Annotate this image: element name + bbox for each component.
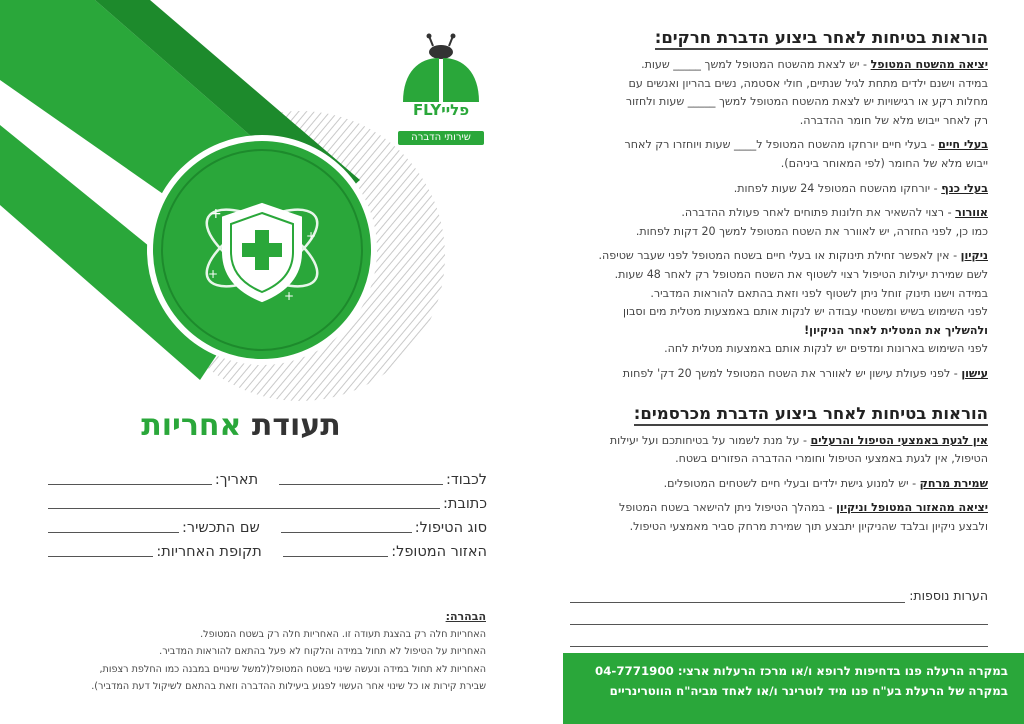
address-label: כתובת: <box>443 496 487 512</box>
notes-label: הערות נוספות: <box>909 588 988 603</box>
crawling-pets-paragraph: בעלי חיים - בעלי חיים יורחקו מהשטח המטופל ל____ שעות ויוחזרו רק לאחר ייבוש מלא של החומר (לפי המאוחר ביניהם). <box>624 138 988 170</box>
crawling-cleaning-paragraph: ניקיון - אין לאפשר זחילת תינוקות או בעלי חיים בשטח המטופל לפני שעבר שטיפה. לשם שמירת יעילות הטיפול רצוי לשטוף את השטח המטופל רק לאחר 48 שעות. במידה וישנו תינוק זוחל ניתן לשטוף לפני וזאת בהתאם להוראות המדביר. לפני השימוש בשיש ומשטחי עבודה יש לנקות אותם באמצעות מטלית מים וסבון ולהשליך את המטלית לאחר הניקיון! לפני השימוש בארונות ומדפים יש לנקות אותם באמצעות מטלית לחה. <box>598 249 988 356</box>
address-field[interactable] <box>48 494 440 509</box>
warranty-period-label: תקופת האחריות: <box>156 544 262 560</box>
rodents-exit-paragraph: יציאה מהאזור המטופל וניקיון - במהלך הטיפול ניתן להישאר בשטח המטופל ולבצע ניקיון ובלבד שהניקיון יתבצע תוך שמירת מרחק סביר מאמצעי הטיפול. <box>619 501 988 533</box>
emergency-line-2: במקרה של הרעלת בע"ח פנו מיד לוטרינר ו/או לאחד מביה"ח הווטרינריים <box>609 684 1008 698</box>
sparkle-icon: + <box>210 206 222 222</box>
form-row-treatment <box>45 514 487 536</box>
rodents-touch-paragraph: אין לגעת באמצעי הטיפול והרעלים - על מנת לשמור על בטיחותכם ועל יעילות הטיפול, אין לגעת באמצעי הטיפול וחומרי ההדברה הפזורים בשטח. <box>609 433 988 466</box>
form-row-to-date <box>45 466 487 488</box>
to-label: לכבוד: <box>445 472 487 488</box>
crawling-ventilation-paragraph: אוורור - רצוי להשאיר את חלונות פתוחים לאחר פעולת ההדברה. כמו כן, לפני החזרה, יש לאוורר את השטח המטופל למשך 20 דקות לפחות. <box>635 206 988 238</box>
notes-field-line[interactable] <box>570 607 988 625</box>
to-field[interactable] <box>279 470 443 485</box>
emergency-bar <box>563 653 1024 724</box>
emergency-line-1: במקרה הרעלה פנו בדחיפות לרופא ו/או מרכז הרעלות ארצי: 04-7771900 <box>595 664 1008 678</box>
title-word-2: אחריות <box>141 408 242 443</box>
disclaimer-line: שבירת קירות או כל שינוי אחר העשוי לפגוע ביעילות ההדברה וזאת בהתאם לשיקול דעת המדביר). <box>91 681 486 692</box>
svg-text:+: + <box>306 229 317 243</box>
form-row-address <box>45 490 487 512</box>
svg-text:+: + <box>208 267 219 281</box>
disclaimer-heading: הבהרה: <box>445 610 486 623</box>
form-row-area <box>45 538 487 560</box>
product-name-label: שם התכשיר: <box>182 520 260 536</box>
svg-text:+: + <box>284 289 295 303</box>
disclaimer-line: האחריות חלה רק בהצגת תעודה זו. האחריות חלה רק בשטח המטופל. <box>200 628 486 640</box>
logo-brand: FLYפליי <box>412 101 470 119</box>
notes-field[interactable] <box>570 585 905 603</box>
warranty-period-field[interactable] <box>48 542 153 557</box>
crawling-birds-paragraph: בעלי כנף - יורחקו מהשטח המטופל 24 שעות לפחות. <box>733 181 988 195</box>
rodents-title: הוראות בטיחות לאחר ביצוע הדברת מכרסמים: <box>634 404 988 426</box>
treatment-type-field[interactable] <box>281 518 412 533</box>
crawling-smoking-paragraph: עישון - לפני פעולת עישון יש לאוורר את השטח המטופל למשך 20 דק' לפחות <box>622 366 988 380</box>
notes-field-line[interactable] <box>570 629 988 647</box>
notes-section <box>570 585 988 647</box>
crawling-insects-title: הוראות בטיחות לאחר ביצוע הדברת חרקים: <box>655 28 988 50</box>
date-label: תאריך: <box>214 472 259 488</box>
certificate-title <box>100 408 382 443</box>
instructions-column <box>548 28 988 542</box>
certificate-form <box>45 466 487 562</box>
rodents-distance-paragraph: שמירת מרחק - יש למנוע גישת ילדים ובעלי חיים לשטחים המטופלים. <box>663 476 988 490</box>
date-field[interactable] <box>48 470 212 485</box>
treated-area-label: האזור המטופל: <box>391 544 487 560</box>
disclaimer-line: האחריות על הטיפול לא תחול במידה והלקוח לא פעל בהתאם להוראות המדביר. <box>159 646 486 657</box>
disclaimer-line: האחריות לא תחול במידה ונעשה שינוי בשטח המטופל(למשל שינויים במבנה כמו החלפת רצפות, <box>99 663 486 675</box>
logo-tagline: שירותי הדברה <box>398 131 484 145</box>
disclaimer <box>40 608 486 696</box>
product-name-field[interactable] <box>48 518 179 533</box>
crawling-exit-paragraph: יציאה מהשטח המטופל - יש לצאת מהשטח המטופל למשך _____ שעות. במידה וישנם ילדים מתחת לגיל שנתיים, חולי אסטמה, נשים בהריון ואנשים עם מחלות רקע או רגישויות יש לצאת מהשטח המטופל למשך _____ שעות ולחזור רק לאחר ייבוש מלא של חומר ההדברה. <box>625 58 988 127</box>
treated-area-field[interactable] <box>283 542 388 557</box>
title-word-1: תעודת <box>251 408 341 443</box>
treatment-type-label: סוג הטיפול: <box>414 520 487 536</box>
